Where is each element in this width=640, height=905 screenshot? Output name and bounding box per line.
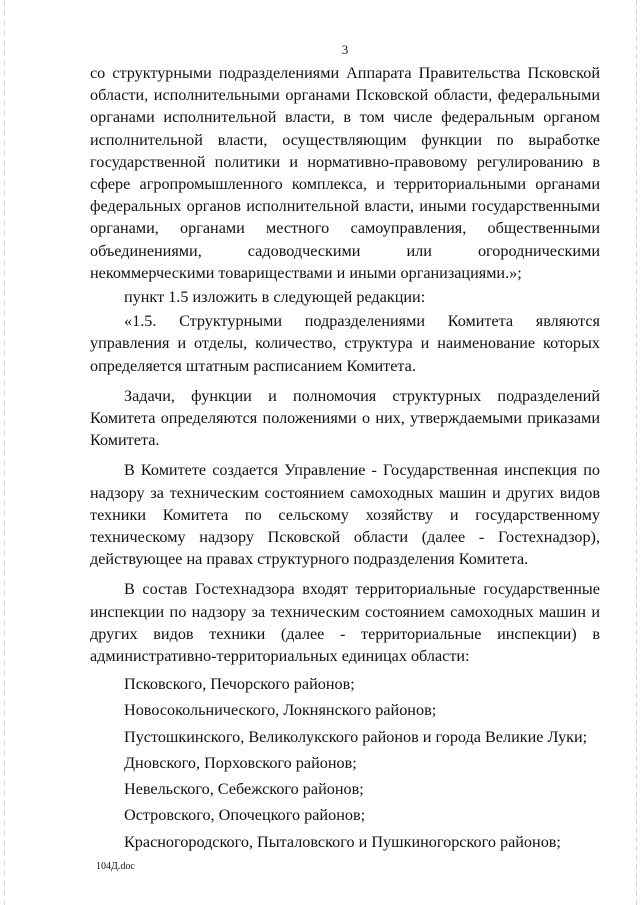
clause-intro: пункт 1.5 изложить в следующей редакции: [124, 288, 426, 307]
text-line: государственной политики и нормативно-правовому регулированию в [90, 152, 600, 171]
scan-edge-left [4, 0, 5, 905]
list-item: Красногородского, Пыталовского и Пушкиногорского районов; [124, 832, 561, 851]
text-line: инспекции по надзору за техническим состоянием самоходных машин и [90, 602, 600, 621]
text-line: со структурными подразделениями Аппарата Правительства Псковской [90, 64, 600, 82]
list-item: Невельского, Себежского районов; [124, 780, 364, 799]
text-line: некоммерческими товариществами и иными организациями.»; [90, 263, 522, 282]
list-item: Островского, Опочецкого районов; [124, 806, 366, 825]
text-line: «1.5. Структурными подразделениями Комитета являются [124, 312, 600, 331]
text-line: техническому надзору Псковской области (далее - Гостехнадзор), [90, 528, 600, 547]
list-item: Пустошкинского, Великолукского районов и города Великие Луки; [124, 727, 588, 746]
gostekhnadzor-paragraph [90, 459, 600, 570]
text-line: других видов техники (далее - территориальные инспекции) в [90, 624, 600, 643]
text-line: объединениями, садоводческими или огородническими [90, 241, 600, 260]
text-line: Комитета определяются положениями о них, утверждаемыми приказами [90, 409, 600, 428]
text-line: органами исполнительной власти, в том числе федеральным органом [90, 108, 600, 127]
text-line: определяется штатным расписанием Комитета. [90, 356, 416, 375]
tasks-paragraph [90, 385, 600, 452]
footer-filename: 104Д.doc [96, 861, 135, 872]
list-item: Псковского, Печорского районов; [124, 675, 355, 694]
list-item: Дновского, Порховского районов; [124, 753, 357, 772]
continuation-paragraph [90, 62, 600, 284]
text-line: исполнительной власти, осуществляющим функции по выработке [90, 130, 600, 149]
text-line: административно-территориальных единицах области: [90, 647, 470, 666]
clause-1-5-paragraph [90, 310, 600, 377]
composition-paragraph [90, 578, 600, 667]
page-number: 3 [341, 42, 349, 57]
scan-edge-right [636, 0, 637, 905]
text-line: области, исполнительными органами Псковской области, федеральными [90, 86, 600, 105]
district-list [90, 673, 600, 852]
document-body [90, 62, 600, 857]
text-line: техники Комитета по сельскому хозяйству и государственному [90, 505, 600, 524]
text-line: сфере агропромышленного комплекса, и территориальными органами [90, 175, 600, 194]
text-line: управления и отделы, количество, структура и наименование которых [90, 334, 600, 353]
text-line: Задачи, функции и полномочия структурных подразделений [124, 386, 600, 405]
text-line: федеральных органов исполнительной власти, иными государственными [90, 197, 600, 216]
text-line: надзору за техническим состоянием самоходных машин и других видов [90, 483, 600, 502]
list-item: Новосокольнического, Локнянского районов; [124, 701, 437, 720]
text-line: органами, органами местного самоуправления, общественными [90, 219, 600, 238]
text-line: Комитета. [90, 431, 160, 450]
text-line: В состав Гостехнадзора входят территориальные государственные [124, 580, 600, 599]
text-line: В Комитете создается Управление - Государственная инспекция по [124, 461, 600, 480]
text-line: действующее на правах структурного подразделения Комитета. [90, 550, 529, 569]
